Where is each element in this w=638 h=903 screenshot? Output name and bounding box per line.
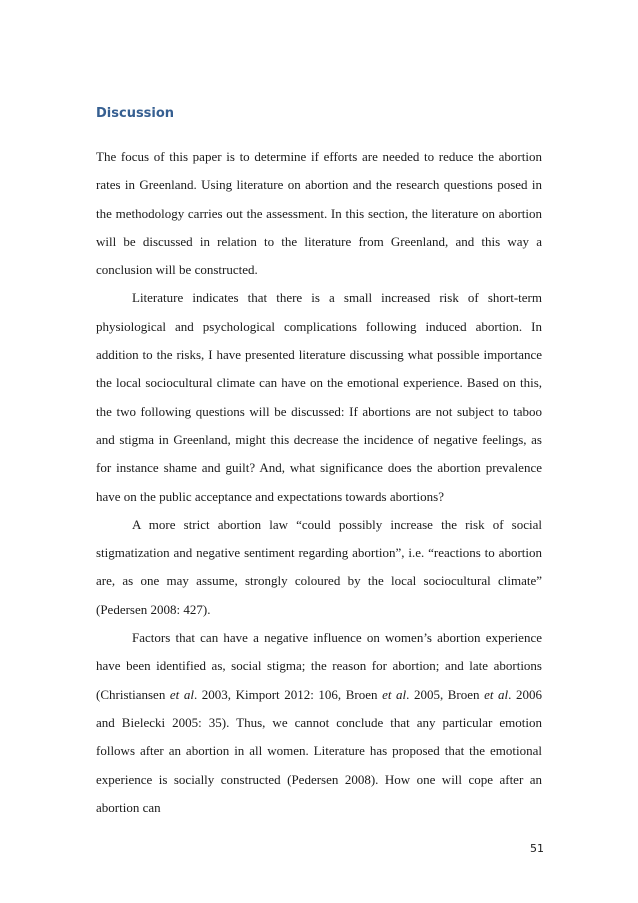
page-number: 51 [530, 842, 544, 855]
factors-text-4: . 2006 and Bielecki 2005: 35). Thus, we cannot conclude that any particular emotion follows after an abortion in all women. Literature has proposed that the emotional experience is socially constructed (Pedersen 2008). How one will cope after an abortion can [96, 686, 542, 815]
et-al-italic: et al [169, 686, 194, 702]
paragraph-factors [96, 624, 542, 822]
et-al-italic: et al [484, 686, 509, 702]
factors-text-1: Factors that can have a negative influence on women’s abortion experience have been identified as, social stigma; the reason for abortion; and late abortions (Christiansen [96, 630, 542, 702]
factors-text-2: . 2003, Kimport 2012: 106, Broen [193, 686, 383, 702]
factors-text-3: . 2005, Broen [406, 686, 485, 702]
paragraph-intro: The focus of this paper is to determine if efforts are needed to reduce the abortion rates in Greenland. Using literature on abortion and the research questions posed in the methodology carries out the assessment. In this section, the literature on abortion will be discussed in relation to the literature from Greenland, and this way a conclusion will be constructed. [96, 149, 542, 278]
body-text [96, 143, 542, 822]
paragraph-abortion-law: A more strict abortion law “could possibly increase the risk of social stigmatization and negative sentiment regarding abortion”, i.e. “reactions to abortion are, as one may assume, strongly coloured by the local sociocultural climate” (Pedersen 2008: 427). [96, 516, 542, 617]
paragraph-literature: Literature indicates that there is a small increased risk of short-term physiological and psychological complications following induced abortion. In addition to the risks, I have presented literature discussing what possible importance the local sociocultural climate can have on the emotional experience. Based on this, the two following questions will be discussed: If abortions are not subject to taboo and stigma in Greenland, might this decrease the incidence of negative feelings, as for instance shame and guilt? And, what significance does the abortion prevalence have on the public acceptance and expectations towards abortions? [96, 290, 542, 504]
section-heading: Discussion [96, 106, 175, 121]
et-al-italic: et al [382, 686, 407, 702]
